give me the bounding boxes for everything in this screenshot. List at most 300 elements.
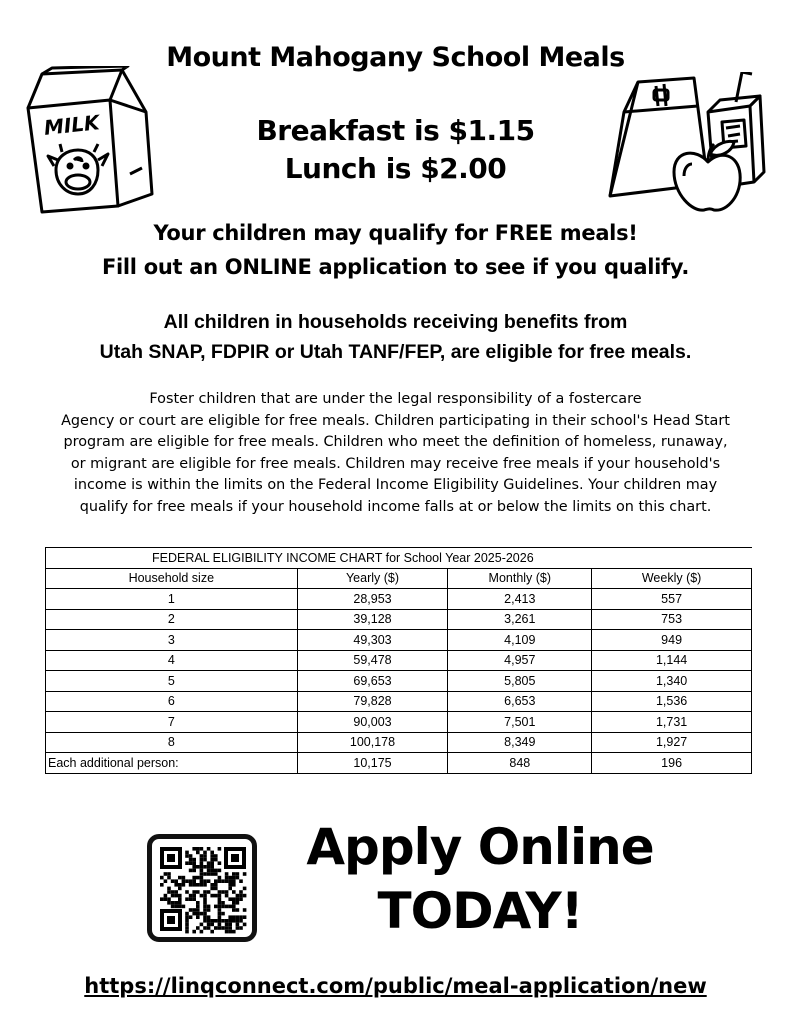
qr-module	[210, 883, 214, 887]
qr-module	[192, 876, 196, 880]
qr-module	[210, 930, 214, 934]
apply-today-heading: TODAY!	[377, 882, 583, 940]
qr-module	[228, 905, 232, 909]
qr-module	[232, 872, 236, 876]
qr-module	[182, 876, 186, 880]
qr-module	[207, 847, 211, 851]
qr-module	[174, 890, 178, 894]
paragraph-line: Foster children that are under the legal responsibility of a fostercare	[149, 391, 642, 407]
qr-module	[196, 901, 200, 905]
qr-module	[203, 919, 207, 923]
qr-module	[182, 905, 186, 909]
qr-module	[207, 890, 211, 894]
qr-module	[192, 858, 196, 862]
qr-module	[192, 908, 196, 912]
table-cell: 69,653	[297, 671, 448, 692]
qr-module	[200, 923, 204, 927]
qr-module	[232, 908, 236, 912]
qr-module	[178, 905, 182, 909]
qr-module	[210, 869, 214, 873]
qr-module	[174, 901, 178, 905]
qr-module	[185, 851, 189, 855]
qr-module	[221, 926, 225, 930]
qr-module	[185, 930, 189, 934]
table-cell: 1,927	[592, 732, 752, 753]
income-eligibility-table	[45, 547, 752, 774]
qr-module	[167, 872, 171, 876]
table-cell: 6,653	[448, 691, 592, 712]
qr-module	[203, 883, 207, 887]
table-cell: 7,501	[448, 712, 592, 733]
table-cell: 10,175	[297, 753, 448, 774]
table-cell: 949	[592, 630, 752, 651]
qr-module	[218, 847, 222, 851]
qr-module	[185, 861, 189, 865]
qr-module	[243, 872, 247, 876]
qr-module	[200, 869, 204, 873]
qr-module	[200, 883, 204, 887]
qr-module	[225, 923, 229, 927]
qr-module	[189, 858, 193, 862]
table-cell: 28,953	[297, 589, 448, 610]
table-cell: 753	[592, 609, 752, 630]
qr-module	[228, 915, 232, 919]
qr-module	[185, 897, 189, 901]
qr-module	[192, 890, 196, 894]
qr-module	[203, 912, 207, 916]
qr-module	[203, 879, 207, 883]
qr-module	[210, 919, 214, 923]
qr-module	[218, 908, 222, 912]
qr-module	[210, 858, 214, 862]
qr-module	[200, 879, 204, 883]
qr-module	[225, 930, 229, 934]
qr-module	[189, 915, 193, 919]
qr-module	[214, 858, 218, 862]
qr-module	[178, 897, 182, 901]
qr-module	[192, 883, 196, 887]
qr-module	[178, 901, 182, 905]
qr-module	[185, 926, 189, 930]
table-cell: 90,003	[297, 712, 448, 733]
qr-module	[214, 854, 218, 858]
breakfast-price: Breakfast is $1.15	[256, 114, 535, 147]
qr-module	[200, 876, 204, 880]
table-caption-row	[46, 548, 752, 569]
qr-module	[192, 847, 196, 851]
table-row	[46, 609, 752, 630]
qr-module	[225, 926, 229, 930]
qr-module	[171, 879, 175, 883]
qr-module	[192, 869, 196, 873]
qr-module	[228, 879, 232, 883]
paragraph-line: program are eligible for free meals. Children who meet the definition of homeless, runaway,	[63, 434, 728, 450]
qr-module	[225, 894, 229, 898]
qr-module	[239, 894, 243, 898]
qr-module	[174, 905, 178, 909]
table-row	[46, 671, 752, 692]
qr-module	[210, 854, 214, 858]
qr-module	[218, 897, 222, 901]
qr-module	[210, 851, 214, 855]
apply-online-heading: Apply Online	[306, 818, 654, 876]
qr-module	[196, 851, 200, 855]
qr-module	[207, 926, 211, 930]
qr-module	[236, 894, 240, 898]
qr-code[interactable]	[147, 834, 257, 942]
qr-module	[214, 869, 218, 873]
qr-module	[185, 919, 189, 923]
qr-module	[203, 905, 207, 909]
table-cell: 59,478	[297, 650, 448, 671]
qualify-line-1: Your children may qualify for FREE meals!	[153, 221, 638, 245]
qr-module	[189, 879, 193, 883]
qr-module	[214, 926, 218, 930]
qr-module	[210, 923, 214, 927]
qr-module	[225, 919, 229, 923]
qr-module	[200, 854, 204, 858]
qr-module	[192, 894, 196, 898]
table-cell: 8	[46, 732, 298, 753]
qr-module	[221, 901, 225, 905]
qr-module	[196, 912, 200, 916]
qr-module	[203, 926, 207, 930]
qr-module	[167, 890, 171, 894]
qr-module	[200, 861, 204, 865]
qr-code-icon	[152, 839, 252, 937]
qr-module	[236, 926, 240, 930]
qr-module	[218, 905, 222, 909]
qr-module	[218, 901, 222, 905]
qr-module	[189, 897, 193, 901]
qr-module	[221, 890, 225, 894]
qr-module	[167, 897, 171, 901]
qr-module	[243, 915, 247, 919]
qr-module	[207, 865, 211, 869]
qr-module	[232, 879, 236, 883]
qr-module	[236, 915, 240, 919]
table-row	[46, 630, 752, 651]
table-row	[46, 691, 752, 712]
paragraph-line: income is within the limits on the Federal Income Eligibility Guidelines. Your children may	[73, 477, 718, 493]
qr-module	[232, 890, 236, 894]
qr-module	[207, 908, 211, 912]
qr-module	[171, 901, 175, 905]
qr-module	[210, 887, 214, 891]
qr-module	[232, 930, 236, 934]
qr-module	[243, 887, 247, 891]
column-header: Weekly ($)	[592, 568, 752, 589]
qr-module	[171, 894, 175, 898]
qr-module	[203, 890, 207, 894]
qr-module	[203, 894, 207, 898]
qr-module	[189, 861, 193, 865]
column-header: Monthly ($)	[448, 568, 592, 589]
qr-module	[192, 861, 196, 865]
qr-module	[218, 869, 222, 873]
table-caption: FEDERAL ELIGIBILITY INCOME CHART for School Year 2025-2026	[46, 548, 752, 569]
table-cell: 2	[46, 609, 298, 630]
qr-module	[207, 861, 211, 865]
table-cell: 1	[46, 589, 298, 610]
qr-module	[218, 926, 222, 930]
paragraph-line: or migrant are eligible for free meals. Children may receive free meals if your household's	[70, 455, 721, 472]
qr-module	[171, 905, 175, 909]
qr-module	[192, 912, 196, 916]
qr-module	[200, 872, 204, 876]
qr-module	[196, 865, 200, 869]
qr-module	[182, 883, 186, 887]
qr-module	[218, 915, 222, 919]
qr-module	[164, 897, 168, 901]
qr-module	[207, 869, 211, 873]
table-cell: Each additional person:	[46, 753, 298, 774]
qr-module	[243, 908, 247, 912]
qr-module	[214, 894, 218, 898]
table-cell: 49,303	[297, 630, 448, 651]
qr-module	[225, 879, 229, 883]
table-row	[46, 753, 752, 774]
lunch-bag-juice-apple-icon	[604, 72, 774, 222]
qr-module	[196, 908, 200, 912]
table-cell: 5	[46, 671, 298, 692]
qr-module	[218, 912, 222, 916]
qr-module	[228, 919, 232, 923]
qr-module	[239, 919, 243, 923]
qr-module	[189, 854, 193, 858]
qr-module	[167, 901, 171, 905]
table-cell: 6	[46, 691, 298, 712]
qr-module	[178, 887, 182, 891]
qr-module	[203, 901, 207, 905]
table-cell: 1,731	[592, 712, 752, 733]
qr-module	[203, 915, 207, 919]
qr-module	[182, 879, 186, 883]
qr-module	[192, 879, 196, 883]
table-row	[46, 732, 752, 753]
qr-module	[189, 869, 193, 873]
qr-module	[225, 876, 229, 880]
table-cell: 4,957	[448, 650, 592, 671]
table-cell: 1,340	[592, 671, 752, 692]
qr-module	[218, 923, 222, 927]
qr-module	[200, 912, 204, 916]
table-cell: 7	[46, 712, 298, 733]
qr-module	[178, 883, 182, 887]
qr-module	[236, 897, 240, 901]
qr-module	[203, 851, 207, 855]
qr-module	[218, 919, 222, 923]
qr-module	[221, 879, 225, 883]
table-row	[46, 650, 752, 671]
qr-module	[232, 915, 236, 919]
qr-module	[207, 905, 211, 909]
paragraph-line: qualify for free meals if your household income falls at or below the limits on this chart.	[79, 498, 712, 515]
table-cell: 196	[592, 753, 752, 774]
qr-module	[192, 897, 196, 901]
qr-module	[214, 919, 218, 923]
qr-module	[164, 872, 168, 876]
qr-module	[203, 858, 207, 862]
qr-module	[228, 926, 232, 930]
table-cell: 39,128	[297, 609, 448, 630]
benefits-line-2: Utah SNAP, FDPIR or Utah TANF/FEP, are eligible for free meals.	[99, 341, 692, 363]
qr-module	[192, 930, 196, 934]
qr-module	[185, 854, 189, 858]
qr-module	[221, 919, 225, 923]
qr-module	[200, 894, 204, 898]
qr-module	[239, 897, 243, 901]
qr-module	[192, 865, 196, 869]
qr-module	[232, 876, 236, 880]
table-cell: 8,349	[448, 732, 592, 753]
qr-module	[225, 905, 229, 909]
lunch-price: Lunch is $2.00	[284, 152, 507, 185]
qr-module	[236, 919, 240, 923]
qr-module	[196, 926, 200, 930]
qr-module	[196, 876, 200, 880]
qr-module	[196, 905, 200, 909]
qr-module	[200, 865, 204, 869]
qr-module	[185, 890, 189, 894]
table-cell: 100,178	[297, 732, 448, 753]
qr-module	[207, 919, 211, 923]
qr-module	[214, 905, 218, 909]
qr-module	[200, 858, 204, 862]
table-cell: 79,828	[297, 691, 448, 712]
qr-module	[167, 887, 171, 891]
qr-module	[160, 897, 164, 901]
qr-module	[228, 897, 232, 901]
qr-module	[196, 915, 200, 919]
qr-module	[210, 894, 214, 898]
qr-module	[218, 890, 222, 894]
application-link[interactable]: https://linqconnect.com/public/meal-application/new	[84, 974, 707, 998]
qr-module	[174, 879, 178, 883]
qr-module	[232, 905, 236, 909]
table-cell: 4,109	[448, 630, 592, 651]
table-cell: 5,805	[448, 671, 592, 692]
table-cell: 1,144	[592, 650, 752, 671]
qr-module	[232, 919, 236, 923]
qr-module	[174, 883, 178, 887]
qr-module	[185, 879, 189, 883]
qr-module	[228, 883, 232, 887]
qr-module	[164, 894, 168, 898]
qr-module	[174, 894, 178, 898]
qr-module	[232, 883, 236, 887]
table-cell: 3	[46, 630, 298, 651]
qr-module	[203, 897, 207, 901]
table-row	[46, 589, 752, 610]
qr-module	[239, 926, 243, 930]
qr-module	[228, 876, 232, 880]
qr-module	[228, 930, 232, 934]
qr-module	[214, 879, 218, 883]
qr-module	[167, 876, 171, 880]
page-title: Mount Mahogany School Meals	[166, 42, 625, 73]
benefits-line-1: All children in households receiving benefits from	[163, 311, 628, 333]
qr-module	[239, 890, 243, 894]
qr-module	[160, 876, 164, 880]
table-cell: 4	[46, 650, 298, 671]
qr-module	[185, 923, 189, 927]
qr-module	[178, 894, 182, 898]
table-cell: 848	[448, 753, 592, 774]
qr-module	[221, 905, 225, 909]
qr-module	[171, 890, 175, 894]
qr-module	[189, 883, 193, 887]
qr-module	[225, 872, 229, 876]
qr-module	[214, 887, 218, 891]
qr-module	[239, 915, 243, 919]
qr-module	[189, 908, 193, 912]
qr-module	[236, 876, 240, 880]
table-row	[46, 712, 752, 733]
qr-module	[185, 915, 189, 919]
qr-module	[207, 872, 211, 876]
paragraph-line: Agency or court are eligible for free meals. Children participating in their school's Head Start	[61, 412, 730, 429]
qr-module	[207, 915, 211, 919]
table-header-row	[46, 568, 752, 589]
qr-module	[239, 879, 243, 883]
qr-module	[232, 897, 236, 901]
qr-module	[236, 908, 240, 912]
qr-module	[203, 908, 207, 912]
qr-module	[236, 901, 240, 905]
qr-module	[232, 901, 236, 905]
qr-module	[236, 923, 240, 927]
qr-module	[228, 923, 232, 927]
qr-module	[160, 883, 164, 887]
table-cell: 2,413	[448, 589, 592, 610]
qr-module	[196, 883, 200, 887]
table-cell: 557	[592, 589, 752, 610]
qr-module	[207, 879, 211, 883]
qr-module	[207, 923, 211, 927]
qr-module	[243, 923, 247, 927]
qr-module	[243, 894, 247, 898]
qr-module	[196, 847, 200, 851]
qr-module	[210, 865, 214, 869]
qr-module	[203, 865, 207, 869]
table-cell: 3,261	[448, 609, 592, 630]
qr-module	[200, 847, 204, 851]
qr-module	[218, 876, 222, 880]
qr-module	[210, 861, 214, 865]
qr-module	[221, 912, 225, 916]
qr-module	[164, 879, 168, 883]
column-header: Yearly ($)	[297, 568, 448, 589]
qualify-line-2: Fill out an ONLINE application to see if you qualify.	[101, 255, 690, 279]
qr-module	[218, 879, 222, 883]
qr-module	[203, 854, 207, 858]
qr-module	[178, 876, 182, 880]
qr-module	[218, 861, 222, 865]
qr-module	[185, 912, 189, 916]
milk-carton-icon	[22, 66, 172, 216]
qr-module	[225, 890, 229, 894]
column-header: Household size	[46, 568, 298, 589]
qr-module	[189, 894, 193, 898]
qr-module	[236, 872, 240, 876]
qr-module	[203, 872, 207, 876]
milk-label: MILK	[42, 110, 101, 140]
qr-module	[214, 883, 218, 887]
table-cell: 1,536	[592, 691, 752, 712]
qr-module	[200, 930, 204, 934]
qr-module	[218, 894, 222, 898]
